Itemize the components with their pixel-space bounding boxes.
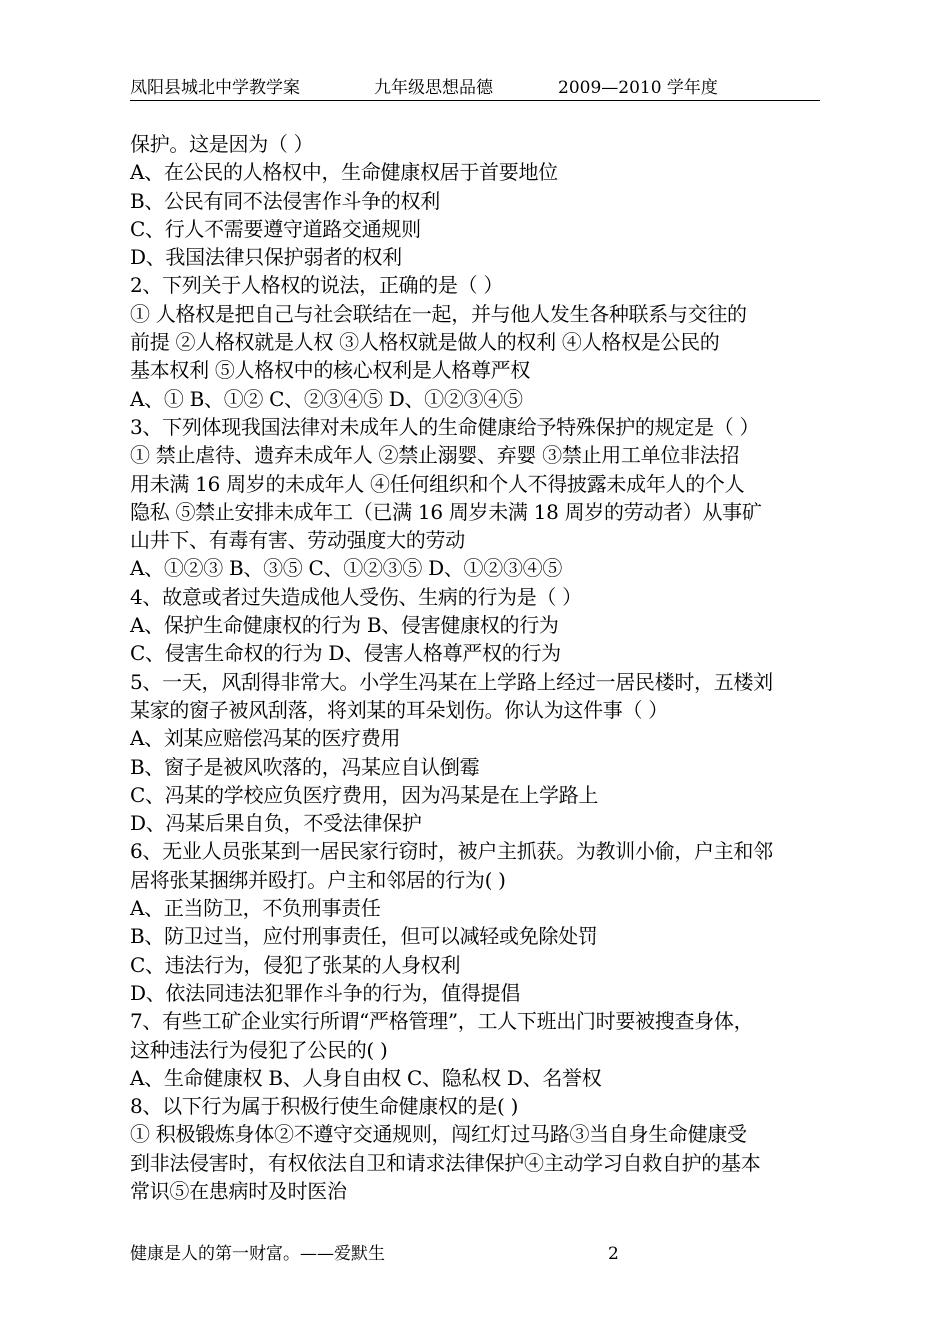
text-line: C、冯某的学校应负医疗费用，因为冯某是在上学路上 [130, 782, 599, 807]
text-line: A、①②③ B、③⑤ C、①②③⑤ D、①②③④⑤ [130, 556, 563, 581]
text-line: 5、一天，风刮得非常大。小学生冯某在上学路上经过一居民楼时，五楼刘 [130, 669, 773, 694]
text-line: 7、有些工矿企业实行所谓“严格管理”，工人下班出门时要被搜查身体， [130, 1009, 754, 1034]
text-line: A、正当防卫，不负刑事责任 [130, 896, 381, 921]
header-school: 凤阳县城北中学教学案 [130, 78, 300, 98]
text-line: 山井下、有毒有害、劳动强度大的劳动 [130, 528, 465, 553]
text-line: A、在公民的人格权中，生命健康权居于首要地位 [130, 160, 558, 185]
page-number: 2 [608, 1244, 619, 1264]
text-line: 6、无业人员张某到一居民家行窃时，被户主抓获。为教训小偷，户主和邻 [130, 839, 773, 864]
text-line: 3、下列体现我国法律对未成年人的生命健康给予特殊保护的规定是（ ） [130, 414, 760, 439]
text-line: 某家的窗子被风刮落，将刘某的耳朵划伤。你认为这件事（ ） [130, 697, 668, 722]
text-line: 8、以下行为属于积极行使生命健康权的是( ) [130, 1094, 519, 1119]
text-line: C、侵害生命权的行为 D、侵害人格尊严权的行为 [130, 641, 561, 666]
text-line: 用未满 16 周岁的未成年人 ④任何组织和个人不得披露未成年人的个人 [130, 471, 745, 496]
text-line: 到非法侵害时，有权依法自卫和请求法律保护④主动学习自救自护的基本 [130, 1150, 761, 1175]
text-line: A、保护生命健康权的行为 B、侵害健康权的行为 [130, 613, 559, 638]
text-line: B、窗子是被风吹落的，冯某应自认倒霉 [130, 754, 480, 779]
text-line: ① 积极锻炼身体②不遵守交通规则，闯红灯过马路③当自身生命健康受 [130, 1122, 747, 1147]
text-line: D、冯某后果自负，不受法律保护 [130, 811, 422, 836]
text-line: B、防卫过当，应付刑事责任，但可以减轻或免除处罚 [130, 924, 598, 949]
text-line: 保护。这是因为（ ） [130, 132, 314, 156]
text-line: B、公民有同不法侵害作斗争的权利 [130, 188, 440, 213]
text-line: 基本权利 ⑤人格权中的核心权利是人格尊严权 [130, 358, 531, 383]
text-line: 常识⑤在患病时及时医治 [130, 1178, 347, 1203]
text-line: 隐私 ⑤禁止安排未成年工（已满 16 周岁未满 18 周岁的劳动者）从事矿 [130, 499, 762, 524]
footer-quote: 健康是人的第一财富。——爱默生 [130, 1244, 385, 1264]
text-line: D、依法同违法犯罪作斗争的行为，值得提倡 [130, 980, 521, 1005]
text-line: D、我国法律只保护弱者的权利 [130, 245, 402, 270]
document-body [130, 130, 830, 1205]
text-line: C、行人不需要遵守道路交通规则 [130, 216, 421, 241]
header-year: 2009—2010 学年度 [558, 78, 718, 98]
text-line: A、刘某应赔偿冯某的医疗费用 [130, 726, 401, 751]
header-grade: 九年级思想品德 [374, 78, 493, 98]
text-line: ① 禁止虐待、遗弃未成年人 ②禁止溺婴、弃婴 ③禁止用工单位非法招 [130, 443, 740, 468]
text-line: ① 人格权是把自己与社会联结在一起，并与他人发生各种联系与交往的 [130, 301, 747, 326]
text-line: 居将张某捆绑并殴打。户主和邻居的行为( ) [130, 867, 506, 892]
text-line: 2、下列关于人格权的说法，正确的是（ ） [130, 273, 504, 298]
text-line: 前提 ②人格权就是人权 ③人格权就是做人的权利 ④人格权是公民的 [130, 330, 720, 355]
text-line: 4、故意或者过失造成他人受伤、生病的行为是（ ） [130, 584, 582, 609]
page-header [130, 76, 820, 101]
text-line: C、违法行为，侵犯了张某的人身权利 [130, 952, 461, 977]
text-line: A、① B、①② C、②③④⑤ D、①②③④⑤ [130, 386, 523, 411]
text-line: 这种违法行为侵犯了公民的( ) [130, 1037, 388, 1062]
text-line: A、生命健康权 B、人身自由权 C、隐私权 D、名誉权 [130, 1065, 602, 1090]
